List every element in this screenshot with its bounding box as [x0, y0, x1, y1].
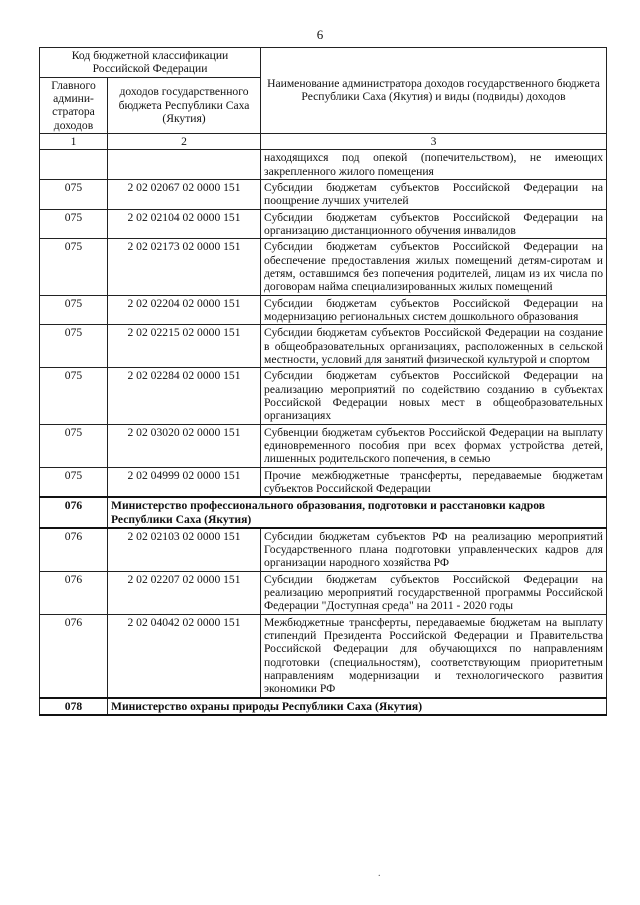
admin-code-cell: 075 — [40, 295, 108, 325]
column-number-3: 3 — [261, 133, 607, 149]
admin-code-cell: 076 — [40, 528, 108, 571]
admin-code-cell: 076 — [40, 571, 108, 614]
column-number-1: 1 — [40, 133, 108, 149]
table-row — [40, 368, 607, 424]
revenue-code-cell — [108, 150, 261, 180]
revenue-code-cell: 2 02 02284 02 0000 151 — [108, 368, 261, 424]
table-row — [40, 209, 607, 239]
revenue-name-cell: Субсидии бюджетам субъектов Российской Федерации на модернизацию региональных систем дошкольного образования — [261, 295, 607, 325]
table-row — [40, 467, 607, 497]
table-row — [40, 424, 607, 467]
revenue-code-cell: 2 02 04999 02 0000 151 — [108, 467, 261, 497]
admin-code-cell: 076 — [40, 614, 108, 697]
ministry-name: Министерство охраны природы Республики Саха (Якутия) — [108, 698, 607, 715]
budget-classification-table — [39, 47, 607, 716]
revenue-name-cell: Субсидии бюджетам субъектов РФ на реализацию мероприятий Государственного плана подготовки управленческих кадров для организации народного хозяйства РФ — [261, 528, 607, 571]
admin-code-cell: 075 — [40, 325, 108, 368]
revenue-code-cell: 2 02 02173 02 0000 151 — [108, 239, 261, 295]
admin-code-cell: 075 — [40, 368, 108, 424]
table-row — [40, 179, 607, 209]
column-number-2: 2 — [108, 133, 261, 149]
ministry-row — [40, 698, 607, 715]
ministry-name: Министерство профессионального образования, подготовки и расстановки кадров Республики Саха (Якутия) — [108, 497, 607, 528]
revenue-code-cell: 2 02 02207 02 0000 151 — [108, 571, 261, 614]
footer-mark: . — [378, 868, 381, 879]
revenue-name-cell: Субсидии бюджетам субъектов Российской Федерации на поощрение лучших учителей — [261, 179, 607, 209]
revenue-code-cell: 2 02 02104 02 0000 151 — [108, 209, 261, 239]
table-row — [40, 150, 607, 180]
table-row — [40, 571, 607, 614]
ministry-admin-code: 076 — [40, 497, 108, 528]
header-budget-code-group: Код бюджетной классификации Российской Федерации — [40, 48, 261, 78]
revenue-code-cell: 2 02 03020 02 0000 151 — [108, 424, 261, 467]
admin-code-cell: 075 — [40, 209, 108, 239]
revenue-name-cell: Субсидии бюджетам субъектов Российской Федерации на создание в общеобразовательных организациях, расположенных в сельской местности, условий для занятий физической культурой и спортом — [261, 325, 607, 368]
revenue-name-cell: Субсидии бюджетам субъектов Российской Федерации на организацию дистанционного обучения инвалидов — [261, 209, 607, 239]
revenue-name-cell: Прочие межбюджетные трансферты, передаваемые бюджетам субъектов Российской Федерации — [261, 467, 607, 497]
ministry-admin-code: 078 — [40, 698, 108, 715]
admin-code-cell: 075 — [40, 239, 108, 295]
revenue-code-cell: 2 02 02103 02 0000 151 — [108, 528, 261, 571]
revenue-name-cell: Субсидии бюджетам субъектов Российской Федерации на обеспечение предоставления жилых помещений детям-сиротам и детям, оставшимся без попечения родителей, лицам из их числа по договорам найма специализированных жилых помещений — [261, 239, 607, 295]
revenue-name-cell: Субвенции бюджетам субъектов Российской Федерации на выплату единовременного пособия при всех формах устройства детей, лишенных родительского попечения, в семью — [261, 424, 607, 467]
revenue-code-cell: 2 02 04042 02 0000 151 — [108, 614, 261, 697]
header-administrator-name: Наименование администратора доходов государственного бюджета Республики Саха (Якутия) и виды (подвиды) доходов — [261, 48, 607, 134]
revenue-name-cell: Межбюджетные трансферты, передаваемые бюджетам на выплату стипендий Президента Российской Федерации и Правительства Российской Федерации для обучающихся по направлениям подготовки (специальностям), соответствующим приоритетным направлениям модернизации и технологического развития экономики РФ — [261, 614, 607, 697]
table-row — [40, 528, 607, 571]
admin-code-cell — [40, 150, 108, 180]
header-revenue-code: доходов государственного бюджета Республики Саха (Якутия) — [108, 77, 261, 133]
page-number: 6 — [316, 27, 324, 42]
ministry-row — [40, 497, 607, 528]
table-row — [40, 295, 607, 325]
table-row — [40, 614, 607, 697]
admin-code-cell: 075 — [40, 424, 108, 467]
header-main-administrator: Главного админи-стратора доходов — [40, 77, 108, 133]
admin-code-cell: 075 — [40, 179, 108, 209]
revenue-code-cell: 2 02 02215 02 0000 151 — [108, 325, 261, 368]
admin-code-cell: 075 — [40, 467, 108, 497]
revenue-code-cell: 2 02 02067 02 0000 151 — [108, 179, 261, 209]
revenue-code-cell: 2 02 02204 02 0000 151 — [108, 295, 261, 325]
revenue-name-cell: находящихся под опекой (попечительством), не имеющих закрепленного жилого помещения — [261, 150, 607, 180]
revenue-name-cell: Субсидии бюджетам субъектов Российской Федерации на реализацию мероприятий государственной программы Российской Федерации "Доступная среда" на 2011 - 2020 годы — [261, 571, 607, 614]
table-row — [40, 239, 607, 295]
revenue-name-cell: Субсидии бюджетам субъектов Российской Федерации на реализацию мероприятий по содействию созданию в субъектах Российской Федерации новых мест в общеобразовательных организациях — [261, 368, 607, 424]
table-row — [40, 325, 607, 368]
